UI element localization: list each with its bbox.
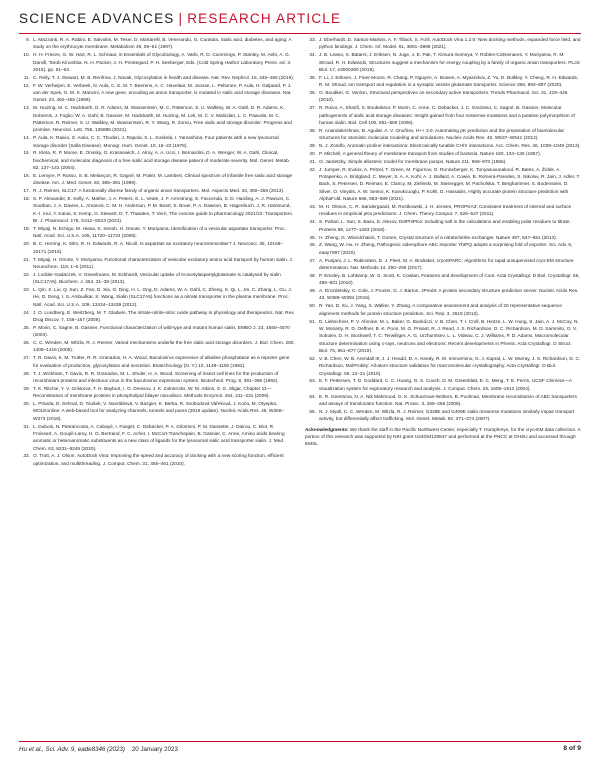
reference-number: 53.: [309, 379, 316, 385]
journal-header: [19, 11, 341, 26]
reference-item: [305, 409, 581, 424]
acknowledgments: [305, 427, 581, 449]
reference-item: [305, 159, 581, 166]
right-reference-list: [305, 37, 581, 424]
reference-number: 25.: [23, 325, 30, 331]
reference-item: [305, 105, 581, 127]
reference-item: [19, 340, 295, 355]
reference-text: T. R. Davis, K. M. Trotter, R. R. Granados, H. A. Wood, Baculovirus expression of alkaline phosphatase as a reporter gene for evaluation of production, glycosylation and secretion. Biotechnology (N. Y.) 10, 1148–1150 (1992).: [33, 356, 290, 369]
page-header: [19, 9, 581, 29]
reference-number: 16.: [23, 174, 30, 180]
reference-number: 49.: [309, 289, 316, 295]
reference-item: [19, 355, 295, 370]
reference-number: 52.: [309, 356, 316, 362]
acknowledgments-title: Acknowledgments:: [305, 427, 349, 433]
reference-text: N. J. Myall, C. C. Wreden, M. Wlizla, R. J. Reimer, G328E and G409E sialin missense mutations similarly impair transport activity, but differentially affect trafficking. Mol. Genet. Metab. 92, 371–374 (2007).: [319, 409, 575, 423]
reference-number: 54.: [309, 394, 316, 400]
reference-text: O. Jardetzky, Simple allosteric model for membrane pumps. Nature 211, 969–970 (1966).: [319, 159, 507, 165]
reference-number: 18.: [23, 197, 30, 203]
reference-text: J. Lodder-Gadaczek, V. Gieselmann, M. Eckhardt, Vesicular uptake of N-acetylaspartylglutamate is catalysed by sialin (SLC17A5). Biochem. J. 454, 31–38 (2013).: [33, 272, 281, 286]
reference-item: [305, 90, 581, 105]
reference-text: R. Kleta, R. P. Morse, E. Orvisky, G. Krasnewich, J. Alroy, A. A. Ucci, I. Bernardini, D. A. Wenger, W. A. Gahl, Clinical, biochemical, and molecular diagnosis of a free sialic acid storage disease patient of moderate severity. Mol. Genet. Metab. 82, 137–143 (2004).: [33, 151, 291, 172]
reference-number: 34.: [309, 53, 316, 59]
reference-number: 51.: [309, 319, 316, 325]
reference-item: [19, 453, 295, 468]
reference-item: [19, 226, 295, 241]
reference-item: [305, 219, 581, 234]
reference-text: H. H. Freeze, G. W. Hart, R. L. Schnaar, in Essentials of Glycobiology, A. Varki, R. D. Cummings, P. Stanley, M. Aebi, A. G. Darvill, Tarob Kinoshita, N. H. Packer, J. H. Prestegard, P. H. Seeberger, Eds. (Cold Spring Harbor Laboratory Press, ed. 3, 2015), pp. 51–63.: [33, 53, 292, 73]
reference-item: [305, 151, 581, 158]
reference-number: 48.: [309, 273, 316, 279]
reference-number: 17.: [23, 189, 30, 195]
reference-item: [305, 288, 581, 303]
reference-item: [19, 135, 295, 150]
reference-text: D. Liebschner, P. V. Afonine, M. L. Baker, G. Bunkóczi, V. B. Chen, T. I. Croll, B. Hintze, L. W. Hung, S. Jain, A. J. McCoy, N. W. Moriarty, R. D. Oeffner, B. K. Poon, M. G. Prisant, R. J. Read, J. S. Richardson, D. C. Richardson, M. D. Sammito, O. V. Sobolev, D. H. Stockwell, T. C. Terwilliger, A. G. Urzhumtsev, L. L. Videau, C. J. Williams, P. D. Adams, Macromolecular structure determination using x-rays, neutrons and electrons: Recent developments in Phenix. Acta Crystallogr. D Struct. Biol. 75, 861–877 (2019).: [319, 319, 579, 354]
reference-text: R. Anandakrishnan, B. Aguilar, A. V. Onufriev, H++ 3.0: Automating pK prediction and the preparation of biomolecular structures for atomistic molecular modeling and simulations. Nucleic Acids Res. 40, W537–W541 (2012).: [319, 128, 565, 142]
reference-number: 42.: [309, 167, 316, 173]
reference-item: [305, 143, 581, 150]
reference-number: 47.: [309, 258, 316, 264]
reference-item: [305, 303, 581, 318]
reference-number: 15.: [23, 151, 30, 157]
reference-text: R. Yan, D. Xu, J. Yang, S. Walker, Y. Zhang, A comparative assessment and analysis of 20 representative sequence alignment methods for protein structure prediction. Sci. Rep. 3, 2619 (2013).: [319, 304, 563, 317]
reference-text: R. J. Reimer, SLC17: A functionally diverse family of organic anion transporters. Mol. Aspects Med. 34, 350–359 (2013).: [33, 189, 285, 195]
reference-text: E. Lemyre, P. Russo, S. B. Melançon, R. Gagné, M. Potier, M. Lambert, Clinical spectrum of infantile free sialic acid storage disease. Am. J. Med. Genet. 82, 385–391 (1999).: [33, 174, 293, 187]
reference-text: Z. Wang, W. Hu, H. Zheng, Pathogenic siderophore ABC importer YbtPQ adopts a surprising fold of exporter. Sci. Adv. 6, eaay7997 (2020).: [319, 243, 573, 256]
reference-number: 36.: [309, 91, 316, 97]
reference-text: T. Miyaji, H. Omote, Y. Moriyama, Functional characterization of vesicular excitatory amino acid transport by human sialin. J. Neurochem. 119, 1–5 (2011).: [33, 257, 294, 270]
reference-number: 38.: [309, 128, 316, 134]
reference-item: [19, 150, 295, 172]
reference-item: [19, 371, 295, 386]
reference-item: [19, 173, 295, 188]
reference-item: [19, 75, 295, 82]
reference-number: 20.: [23, 242, 30, 248]
reference-item: [305, 242, 581, 257]
acknowledgments-text: We thank the staff in the Pacific Northwest Center, especially T. Humphreys, for the cryo-EM data collection. A portion of this research was supported by NIH grant U24GM129547 and performed at the PNCC at OHSU and accessed through EMSL: [305, 427, 581, 448]
reference-item: [305, 52, 581, 74]
reference-item: [19, 287, 295, 309]
reference-item: [305, 394, 581, 409]
reference-text: V. B. Chen, W. B. Arendall III, J. J. Headd, D. A. Keedy, R. M. Immormino, G. J. Kapral, L. W. Murray, J. S. Richardson, D. C. Richardson, MolProbity: All-atom structure validation for macromolecular crystallography. Acta Crystallogr. D Biol. Crystallogr. 66, 12–21 (2010).: [319, 356, 581, 377]
reference-item: [305, 258, 581, 273]
references-left-column: [19, 37, 295, 469]
reference-number: 37.: [309, 106, 316, 112]
reference-number: 31.: [23, 424, 30, 430]
reference-number: 9.: [26, 38, 30, 43]
reference-text: C. Reily, T. J. Stewart, M. B. Renfrow, J. Novak, Glycosylation in health and disease. Nat. Rev. Nephrol. 15, 346–366 (2019).: [33, 75, 295, 81]
reference-item: [305, 167, 581, 204]
reference-text: P. Morin, C. Sagne, B. Gasnier, Functional characterization of wild-type and mutant human sialin. EMBO J. 23, 4560–4570 (2004).: [33, 325, 290, 339]
reference-text: J. B. Leano, S. Batarni, J. Eriksen, N. Juge, J. E. Pak, T. Kimura-Someya, Y. Robles-Colmenares, Y. Moriyama, R. M. Stroud, R. H. Edwards, Structures suggest a mechanism for energy coupling by a family of organic anion transporters. PLoS Biol. 17, e3000260 (2019).: [319, 53, 580, 73]
reference-number: 23.: [23, 288, 30, 293]
journal-name: SCIENCE ADVANCES: [19, 11, 175, 26]
reference-text: P. Aula, K. Raivio, S. Autio, C. C. Thoden, J. Rapola, S. L. Koskela, I. Yamashina, Four patients with a new lysosomal storage disorder (Salla Disease). Monogr. Hum. Genet. 10, 16–22 (1978).: [33, 136, 279, 149]
reference-text: P. Emsley, B. Lohkamp, W. G. Scott, K. Cowtan, Features and development of Coot. Acta Crystallogr. D Biol. Crystallogr. 66, 486–501 (2010).: [319, 273, 580, 287]
reference-number: 41.: [309, 159, 316, 165]
reference-number: 12.: [23, 83, 30, 89]
reference-number: 19.: [23, 227, 30, 233]
reference-text: B. C. Herring, K. Silm, R. H. Edwards, R. A. Nicoll, Is aspartate an excitatory neurotransmitter? J. Neurosci. 35, 10168–10171 (2015).: [33, 242, 284, 255]
reference-number: 29.: [23, 386, 30, 392]
reference-text: S. P. Alexander, E. Kelly, A. Mathie, J. A. Peters, E. L. Veale, J. F. Armstrong, E. Faccenda, S. D. Harding, A. J. Pawson, C. Southan, J. A. Davies, L. Amarosi, C. M. H. Anderson, P. M. Beart, S. Broer, P. A. Dawson, B. Hagenbuch, J. R. Hammond, K.-I. Inui, Y. Kanai, S. Kemp, G. Stewart, D. T. Thwaites, T. Verri, The concise guide to pharmacology 2021/22: Transporters. Br. J. Pharmacol. 178, S412–S513 (2021).: [33, 197, 294, 225]
reference-item: [305, 128, 581, 143]
reference-text: S. Pahari, L. Sun, S. Basu, E. Alexov, DelPhiPKa: Including salt in the calculations and enabling polar residues to titrate. Proteins 86, 1277–1283 (2018).: [319, 220, 571, 233]
reference-number: 46.: [309, 243, 316, 249]
footer-rule: [19, 741, 581, 742]
reference-item: [19, 310, 295, 325]
reference-item: [305, 356, 581, 378]
reference-text: M. H. Olsson, C. R. Søndergaard, M. Rostkowski, J. H. Jensen, PROPKA3: Consistent treatment of internal and surface residues in empirical pKa predictions. J. Chem. Theory Comput. 7, 525–537 (2011).: [319, 205, 572, 218]
reference-text: J. Jumper, R. Evans, A. Pritzel, T. Green, M. Figurnov, O. Ronneberger, K. Tunyasuvunakool, R. Bates, A. Žídek, A. Potapenko, A. Bridgland, C. Meyer, S. A. A. Kohl, A. J. Ballard, A. Cowie, B. Romera-Paredes, S. Nikolov, R. Jain, J. Adler, T. Back, S. Petersen, D. Reiman, E. Clancy, M. Zielinski, M. Steinegger, M. Pacholska, T. Berghammer, S. Bodenstein, D. Silver, O. Vinyals, A. W. Senior, K. Kavukcuoglu, P. Kohli, D. Hassabis, Highly accurate protein structure prediction with AlphaFold. Nature 596, 583–589 (2021).: [319, 167, 581, 203]
reference-item: [19, 325, 295, 340]
reference-text: J. O. Lundberg, E. Weitzberg, M. T. Gladwin, The nitrate-nitrite-nitric oxide pathway in physiology and therapeutics. Nat. Rev. Drug Discov. 7, 156–167 (2008).: [33, 310, 295, 323]
reference-text: J. Eberhardt, D. Santos-Martins, A. F. Tillack, S. Forli, AutoDock Vina 1.2.0: New docking methods, expanded force field, and python bindings. J. Chem. Inf. Model. 61, 3891–3898 (2021).: [319, 38, 581, 51]
reference-text: N. J. Zondlo, Aromatic-proline interactions: Electronically tunable CH/π interactions. Acc. Chem. Res. 46, 1039–1049 (2013).: [319, 144, 581, 150]
reference-text: A. Punjani, J. L. Rubinstein, D. J. Fleet, M. A. Brubaker, cryoSPARC: Algorithms for rapid unsupervised cryo-EM structure determination. Nat. Methods 14, 290–296 (2017).: [319, 258, 574, 271]
reference-number: 39.: [309, 144, 316, 150]
reference-number: 30.: [23, 401, 30, 407]
reference-number: 11.: [23, 75, 30, 81]
reference-number: 35.: [309, 75, 316, 81]
reference-text: A. Drozdetskiy, C. Cole, J. Procter, G. J. Barton, JPred4: A protein secondary structure prediction server. Nucleic Acids Res. 43, W389–W394 (2015).: [319, 289, 579, 302]
reference-text: O. Trott, A. J. Olson, AutoDock Vina: Improving the speed and accuracy of docking with a new scoring function, efficient optimization, and multithreading. J. Comput. Chem. 31, 455–461 (2010).: [33, 454, 284, 467]
references-right-column: [305, 37, 581, 449]
reference-number: 33.: [309, 38, 316, 43]
reference-item: [19, 401, 295, 423]
reference-text: P. Mitchell, A general theory of membrane transport from studies of bacteria. Nature 180, 134–136 (1957).: [319, 151, 541, 157]
reference-item: [19, 424, 295, 453]
reference-item: [305, 75, 581, 90]
reference-number: 32.: [23, 454, 30, 460]
section-name: RESEARCH ARTICLE: [187, 11, 342, 26]
reference-text: M. Huizing, M. C. Hackbarth, D. R. Adams, M. Wasserstein, M. C. Patterson, S. U. Walkley, W. A. Gahl, D. R. Adams, K. Dobrenis, J. Foglio, W. A. Gahl, B. Gasnier, M. Hackbarth, M. Huizing, M. Lek, M. C. V. Malicdan, L. C. Paavola, M. C. Patterson, R. Reimer, S. U. Walkley, M. Wasserstein, R. Y. Wang, R. Zoncu, Free sialic acid storage disorder: Progress and promise. Neurosci. Lett. 755, 135896 (2021).: [33, 106, 292, 134]
reference-item: [305, 204, 581, 219]
reference-text: L. Mazzanti, R. A. Rabini, E. Salvolini, M. Tesei, D. Martarelli, B. Venerando, G. Curatola, Sialic acid, diabetes, and aging: A study on the erythrocyte membrane. Metabolism 46, 59–61 (1997).: [33, 38, 292, 51]
reference-number: 28.: [23, 371, 30, 377]
reference-item: [305, 319, 581, 356]
reference-item: [19, 37, 295, 52]
reference-text: E. R. Geertsma, N. A. Nik Mahmood, G. K. Schuurman-Wolters, B. Poolman, Membrane reconstitution of ABC transporters and assays of translocator function. Nat. Protoc. 3, 256–266 (2008).: [319, 394, 577, 407]
reference-number: 44.: [309, 220, 316, 226]
reference-text: L. Dubois, N. Pietrancosta, A. Cabayé, I. Fanget, C. Debacker, P. A. Gilormini, P. M. Dansette, J. Dairou, C. Biot, R. Froissart, A. Goupil-Lamy, H. O. Bertrand, F. C. Acher, I. McCort-Tranchepain, B. Gasnier, C. Anne, Amino acids bearing aromatic or heteroaromatic substituents as a new class of ligands for the lysosomal sialic acid transporter sialin. J. Med. Chem. 63, 8231–8249 (2020).: [33, 424, 285, 452]
reference-item: [305, 378, 581, 393]
reference-text: F. W. Verheijen, E. Verbeek, N. Aula, C. E. M. T. Beerens, A. C. Havelaar, M. Joosse, L. Peltonen, P. Aula, H. Galjaard, P. J. van der Spek, G. M. S. Mancini, A new gene, encoding an anion transporter, is mutated in sialic acid storage diseases. Nat. Genet. 23, 462–465 (1999).: [33, 83, 292, 104]
reference-text: C. C. Wreden, M. Wlizla, R. J. Reimer, Varied mechanisms underlie the free sialic acid storage disorders. J. Biol. Chem. 280, 1408–1416 (2005).: [33, 341, 295, 354]
reference-number: 22.: [23, 272, 30, 278]
reference-number: 13.: [23, 106, 30, 112]
reference-text: T. J. Wickham, T. Davis, R. R. Granados, M. L. Shuler, H. A. Wood, Screening of insect cell lines for the production of recombinant proteins and infectious virus in the baculovirus expression system. Biotechnol. Prog. 8, 391–396 (1992).: [33, 371, 279, 384]
reference-item: [19, 241, 295, 256]
reference-item: [19, 188, 295, 195]
reference-text: H. Zheng, G. Wisedchaisri, T. Gonen, Crystal structure of a nitrate/nitrite exchanger. Nature 497, 647–651 (2013).: [319, 235, 558, 241]
reference-number: 50.: [309, 304, 316, 310]
reference-item: [19, 52, 295, 74]
reference-number: 21.: [23, 257, 30, 263]
reference-number: 43.: [309, 205, 316, 211]
reference-number: 55.: [309, 409, 316, 415]
header-rule: [19, 33, 581, 34]
reference-item: [19, 257, 295, 272]
reference-item: [19, 272, 295, 287]
page-number: 8 of 9: [563, 745, 581, 752]
reference-item: [19, 196, 295, 225]
reference-number: 14.: [23, 136, 30, 142]
reference-item: [19, 386, 295, 401]
footer-citation-line: [19, 746, 178, 753]
reference-text: T. Miyaji, N. Echigo, M. Hiasa, S. Senoh, H. Omote, Y. Moriyama, Identification of a vesicular aspartate transporter. Proc. Natl. Acad. Sci. U.S.A. 105, 11720–11724 (2008).: [33, 227, 287, 240]
reference-number: 45.: [309, 235, 316, 241]
reference-text: E. F. Pettersen, T. D. Goddard, C. C. Huang, G. S. Couch, D. M. Greenblatt, E. C. Meng, T. E. Ferrin, UCSF Chimera—A visualization system for exploratory research and analysis. J. Comput. Chem. 25, 1605–1612 (2004).: [319, 379, 572, 392]
reference-text: L. Pravda, D. Sehnal, D. Toušek, V. Navrátilová, V. Bazgier, K. Berka, R. Svobodová Vařeková, J. Koča, M. Otyepka, MOLEonline: A web-based tool for analyzing channels, tunnels and pores (2018 update). Nucleic Acids Res. 46, W368–W373 (2018).: [33, 401, 285, 422]
reference-item: [19, 105, 295, 134]
reference-number: 24.: [23, 310, 30, 316]
footer-citation: Hu et al., Sci. Adv. 9, eade8346 (2023): [19, 746, 125, 753]
reference-text: L. Qin, X. Liu, Q. Sun, Z. Fan, D. Xia, G. Ding, H. L. Ong, D. Adams, W. A. Gahl, C. Zheng, S. Qi, L. Jin, C. Zhang, L. Gu, J. He, D. Deng, I. S. Ambudkar, S. Wang, Sialin (SLC17A5) functions as a nitrate transporter in the plasma membrane. Proc. Natl. Acad. Sci. U.S.A. 109, 13434–13439 (2012).: [33, 288, 292, 308]
reference-text: O. Boudker, G. Verdon, Structural perspectives on secondary active transporters. Trends Pharmacol. Sci. 31, 418–426 (2010).: [319, 91, 568, 104]
reference-item: [305, 273, 581, 288]
reference-number: 40.: [309, 151, 316, 157]
reference-number: 27.: [23, 356, 30, 362]
footer-date: 20 January 2023: [131, 746, 178, 753]
reference-text: R. Ruivo, A. Sharifi, S. Boubekeur, P. Morin, C. Anne, C. Debacker, J. C. Graziano, C. Sagné, B. Gasnier, Molecular pathogenesis of sialic acid storage diseases: Insight gained from four missense mutations and a putative polymorphism of human sialin. Biol. Cell 100, 551–559 (2008).: [319, 106, 575, 126]
reference-text: T. K. Ritchie, Y. V. Grinkova, T. H. Bayburt, I. G. Denisov, J. K. Zolnerciks, W. M. Atkins, S. G. Sligar, Chapter 11—Reconstitution of membrane proteins in phospholipid bilayer nanodiscs. Methods Enzymol. 464, 211–231 (2009).: [33, 386, 272, 400]
reference-number: 10.: [23, 53, 30, 59]
reference-item: [305, 235, 581, 242]
reference-item: [305, 37, 581, 52]
reference-text: F. Li, J. Eriksen, J. Finer-Moore, R. Chang, P. Nguyen, A. Bowen, A. Myasnikov, Z. Yu, D. Bulkley, Y. Cheng, R. H. Edwards, R. M. Stroud, Ion transport and regulation in a synaptic vesicle glutamate transporter. Science 368, 893–897 (2020).: [319, 75, 579, 89]
reference-number: 26.: [23, 341, 30, 347]
reference-item: [19, 83, 295, 105]
header-separator: |: [178, 11, 184, 26]
